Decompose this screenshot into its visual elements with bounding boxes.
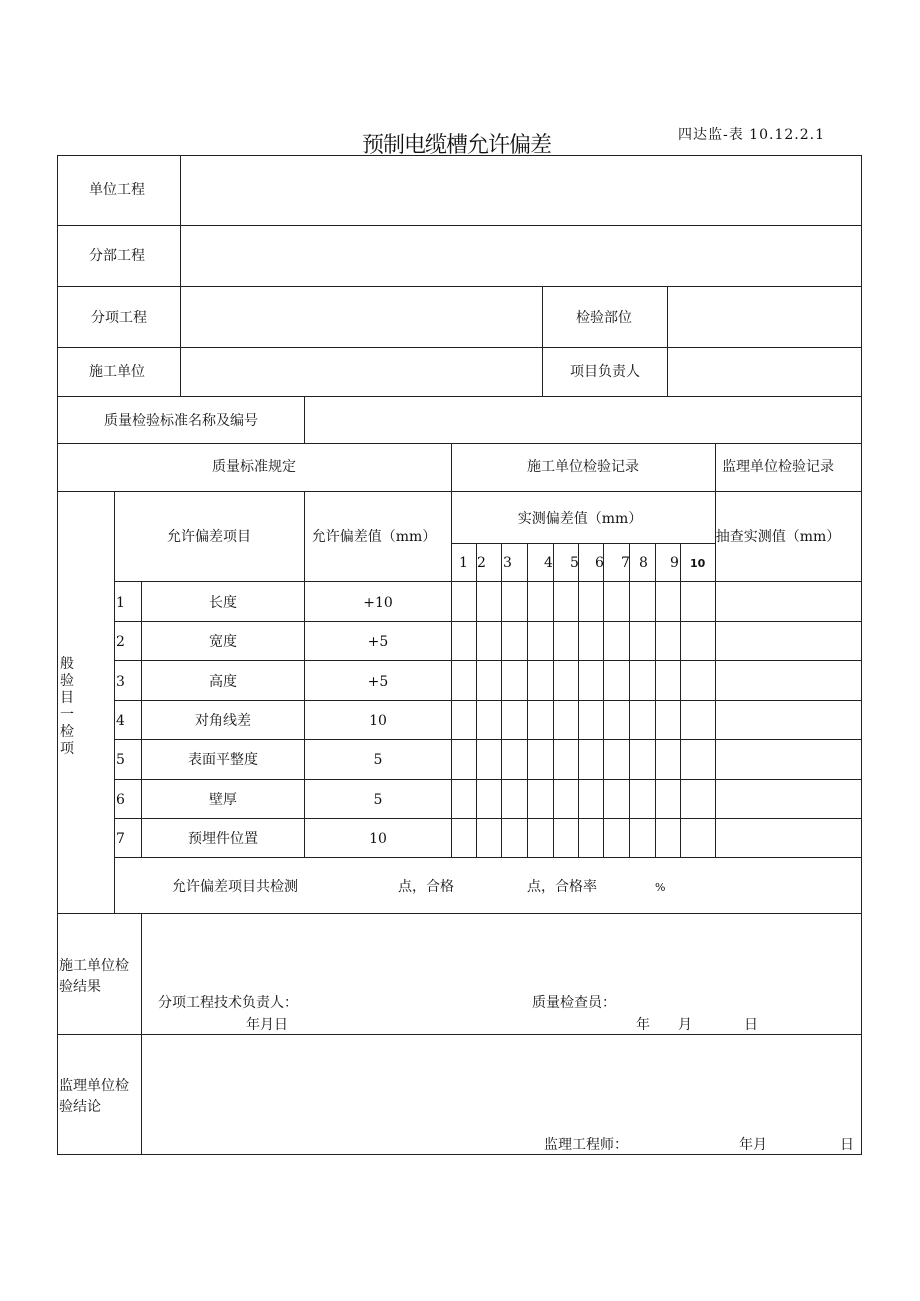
row-line [57,1034,862,1035]
measure-col-7: 7 [621,555,630,571]
project-manager-label: 项目负责人 [570,364,640,380]
supervisor-record-header: 监理单位检验记录 [722,459,834,475]
row-line [114,779,862,780]
inspector-date-year: 年 [636,1017,650,1033]
item-name: 高度 [209,674,237,690]
construction-unit-label: 施工单位 [89,364,145,380]
item-name: 壁厚 [209,792,237,808]
measure-col-9: 9 [670,555,679,571]
construction-result-label: 验结果 [59,979,101,995]
measure-col-6: 6 [595,555,604,571]
general-items-char: 目 [60,690,74,706]
row-line [57,286,862,287]
sub-item-project-label: 分项工程 [91,310,147,326]
measure-col-3: 3 [503,555,512,571]
item-no: 5 [116,752,125,768]
measure-col-10: 10 [690,557,706,570]
division-project-label: 分部工程 [89,248,145,264]
col-line [114,491,115,914]
quality-standard-header: 质量标准规定 [212,459,296,475]
inspector-date-day: 日 [744,1017,758,1033]
col-line [451,443,452,858]
row-line [57,913,862,914]
row-line [451,543,715,544]
item-no: 7 [116,831,125,847]
col-line [578,543,579,858]
col-line [542,286,543,397]
item-value: +10 [363,595,393,611]
general-items-label [59,656,75,758]
general-items-char: 一 [60,707,74,723]
supervision-result-label: 监理单位检 [59,1078,129,1094]
measured-header: 实测偏差值（mm） [517,511,643,527]
form-title: 预制电缆槽允许偏差 [362,133,552,158]
measure-col-8: 8 [639,555,648,571]
row-line [57,443,862,444]
row-line [114,818,862,819]
general-items-char: 验 [60,673,74,689]
item-no: 4 [116,713,125,729]
general-items-char: 项 [60,741,74,757]
row-line [114,739,862,740]
col-line [141,913,142,1155]
col-line [527,543,528,858]
item-name: 预埋件位置 [188,831,258,847]
measure-col-1: 1 [459,555,468,571]
inspection-location-label: 检验部位 [576,310,632,326]
col-line [180,155,181,397]
row-line [57,225,862,226]
supervision-result-label: 验结论 [59,1099,101,1115]
col-line [629,543,630,858]
col-line [655,543,656,858]
col-line [501,543,502,858]
row-line [114,857,862,858]
row-line [114,581,862,582]
inspector-label: 质量检查员： [532,995,616,1011]
measure-col-5: 5 [570,555,579,571]
construction-date: 年月日 [246,1017,288,1033]
row-line [57,491,862,492]
col-line [476,543,477,858]
measure-col-4: 4 [544,555,553,571]
item-no: 2 [116,634,125,650]
item-value: +5 [367,634,389,650]
measure-col-2: 2 [477,555,486,571]
summary-points-pass: 点，合格 [398,879,454,895]
row-line [114,621,862,622]
inspector-date-month: 月 [678,1017,692,1033]
item-name: 长度 [209,595,237,611]
item-no: 1 [116,595,125,611]
general-items-char: 般 [60,656,74,672]
allowed-item-header: 允许偏差项目 [167,529,251,545]
item-value: +5 [367,674,389,690]
supervising-engineer-label: 监理工程师： [544,1137,628,1153]
unit-project-label: 单位工程 [89,182,145,198]
item-value: 10 [369,831,387,847]
item-name: 宽度 [209,634,237,650]
general-items-char: 检 [60,724,74,740]
tech-lead-label: 分项工程技术负责人： [158,995,298,1011]
item-no: 3 [116,674,125,690]
item-name: 表面平整度 [188,752,258,768]
col-line [304,491,305,858]
col-line [680,543,681,858]
item-value: 5 [373,792,383,808]
col-line [141,581,142,858]
col-line [715,443,716,858]
item-value: 5 [373,752,383,768]
form-code: 四达监-表 10.12.2.1 [678,127,825,143]
summary-points-rate: 点，合格率 [527,879,597,895]
summary-label: 允许偏差项目共检测 [172,879,298,895]
constructor-record-header: 施工单位检验记录 [527,459,639,475]
col-line [667,286,668,397]
row-line [57,396,862,397]
col-line [553,543,554,858]
item-name: 对角线差 [195,713,251,729]
construction-result-label: 施工单位检 [59,958,129,974]
allowed-value-header: 允许偏差值（mm） [311,529,437,545]
supervision-date-year-month: 年月 [739,1137,767,1153]
item-no: 6 [116,792,125,808]
row-line [57,347,862,348]
row-line [114,660,862,661]
supervision-date-day: 日 [840,1137,854,1153]
summary-percent: % [655,881,666,894]
standard-name-label: 质量检验标准名称及编号 [104,413,258,429]
row-line [114,700,862,701]
item-value: 10 [369,713,387,729]
col-line [304,396,305,444]
col-line [603,543,604,858]
spot-check-header: 抽查实测值（mm） [715,529,841,545]
